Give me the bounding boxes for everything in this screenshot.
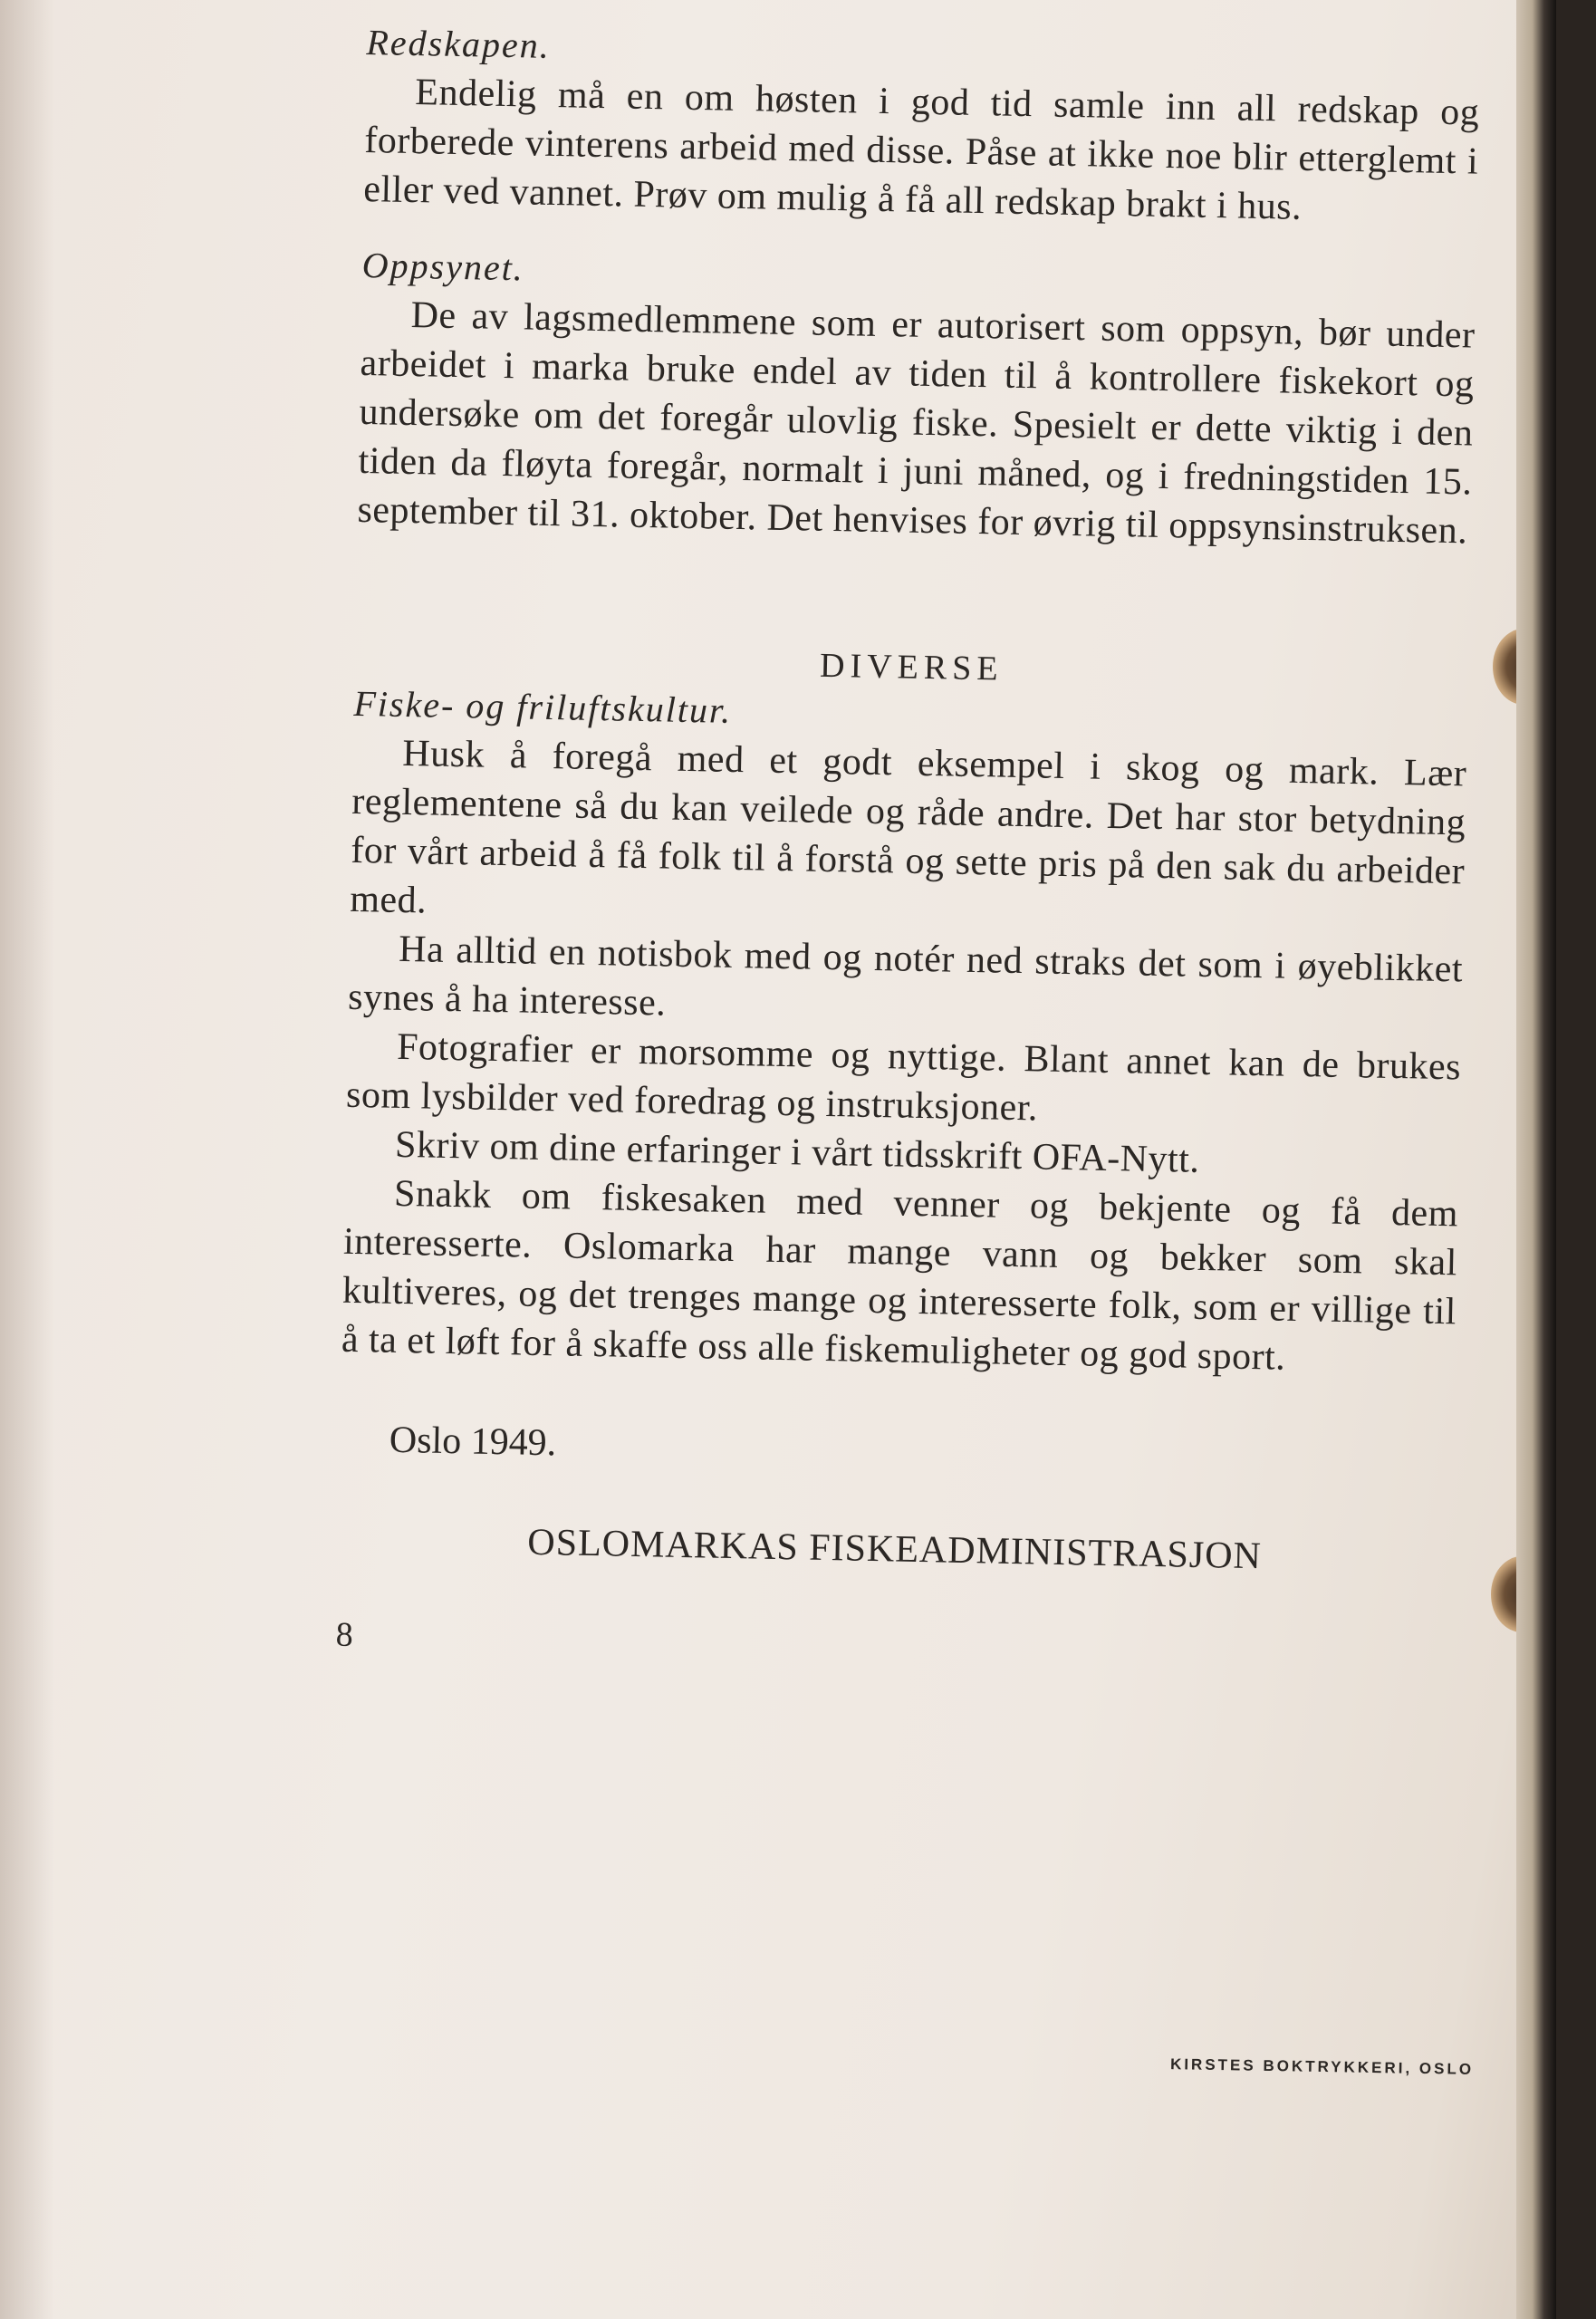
place-date: Oslo 1949. bbox=[389, 1419, 557, 1465]
section-title-diverse: DIVERSE bbox=[819, 646, 1004, 688]
organization-signature: OSLOMARKAS FISKEADMINISTRASJON bbox=[526, 1521, 1263, 1578]
paragraph-oppsynet: De av lagsmedlemmene som er autorisert som oppsyn, bør under arbeidet i marka bruke endel av tiden til å kontrollere fiskekort og undersøke om det foregår ulovlig fiske. Spesielt er dette viktig i den tiden da fløyta foregår, normalt i juni måned, og i fredningstiden 15. september til 31. oktober. Det henvises for øvrig til oppsynsinstruksen. bbox=[357, 293, 1476, 553]
paragraph-diverse-1: Husk å foregå med et godt eksempel i skog og mark. Lær reglementene så du kan veilede og råde andre. Det har stor betydning for vårt arbeid å få folk til å forstå og sette pris på den sak du arbeider med. bbox=[349, 732, 1467, 922]
page-edge bbox=[1516, 0, 1556, 2319]
paragraph-diverse-4: Skriv om dine erfaringer i vårt tidsskrift OFA-Nytt. bbox=[394, 1123, 1200, 1181]
page-number: 8 bbox=[335, 1615, 354, 1655]
paragraph-diverse-3: Fotografier er morsomme og nyttige. Blant annet kan de brukes som lysbilder ved foredrag og instruksjoner. bbox=[345, 1025, 1462, 1130]
binding-shadow bbox=[0, 0, 54, 2319]
paragraph-diverse-2: Ha alltid en notisbok med og notér ned straks det som i øyeblikket synes å ha interesse. bbox=[347, 928, 1464, 1025]
paragraph-diverse-5: Snakk om fiskesaken med venner og bekjente og få dem interesserte. Oslomarka har mange vann og bekker som skal kultiveres, og det trenges mange og interesserte folk, som er villige til å ta et løft for å skaffe oss alle fiskemuligheter og god sport. bbox=[341, 1172, 1459, 1379]
paragraph-redskapen: Endelig må en om høsten i god tid samle inn all redskap og forberede vinterens arbeid med disse. Påse at ikke noe blir etterglemt i eller ved vannet. Prøv om mulig å få all redskap brakt i hus. bbox=[362, 72, 1480, 228]
section-heading-redskapen: Redskapen. bbox=[366, 21, 552, 66]
printer-imprint: KIRSTES BOKTRYKKERI, OSLO bbox=[1169, 2055, 1475, 2078]
section-heading-oppsynet: Oppsynet. bbox=[361, 244, 525, 289]
page-content bbox=[335, 18, 1481, 1679]
section-subheading-friluftskultur: Fiske- og friluftskultur. bbox=[353, 682, 733, 731]
